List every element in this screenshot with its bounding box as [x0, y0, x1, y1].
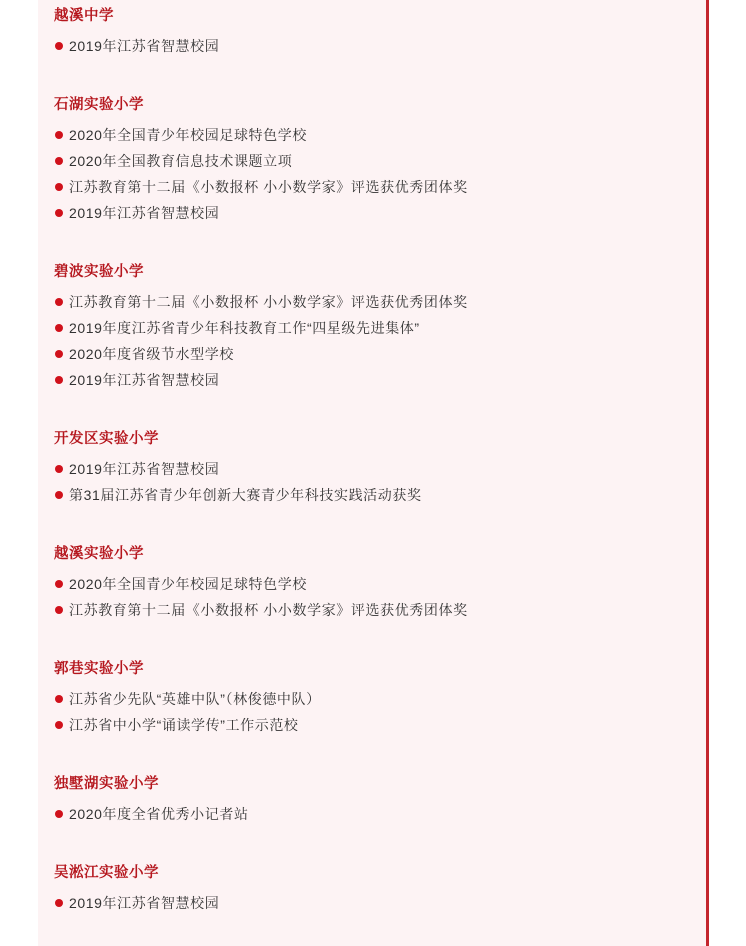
bullet-icon — [55, 324, 63, 332]
award-text: 2020年全国教育信息技术课题立项 — [69, 153, 293, 169]
award-text: 2019年江苏省智慧校园 — [69, 372, 220, 388]
award-text: 2020年度省级节水型学校 — [69, 346, 234, 362]
bullet-icon — [55, 350, 63, 358]
award-text: 2019年江苏省智慧校园 — [69, 38, 220, 54]
bullet-icon — [55, 157, 63, 165]
award-text: 2019年江苏省智慧校园 — [69, 895, 220, 911]
bullet-icon — [55, 899, 63, 907]
award-text: 江苏教育第十二届《小数报杯 小小数学家》评选获优秀团体奖 — [69, 602, 468, 618]
award-text: 2019年江苏省智慧校园 — [69, 461, 220, 477]
award-text: 江苏教育第十二届《小数报杯 小小数学家》评选获优秀团体奖 — [69, 179, 468, 195]
school-name: 越溪实验小学 — [54, 546, 144, 562]
school-section — [54, 5, 694, 54]
award-item — [54, 600, 468, 626]
award-text: 江苏教育第十二届《小数报杯 小小数学家》评选获优秀团体奖 — [69, 294, 468, 310]
school-name: 吴淞江实验小学 — [54, 865, 159, 881]
award-text: 2020年全国青少年校园足球特色学校 — [69, 576, 307, 592]
award-text: 江苏省少先队“英雄中队”（林俊德中队） — [69, 691, 321, 707]
award-list — [54, 36, 219, 62]
school-section — [54, 658, 694, 733]
award-text: 2019年江苏省智慧校园 — [69, 205, 220, 221]
award-text: 江苏省中小学“诵读学传”工作示范校 — [69, 717, 299, 733]
award-item — [54, 459, 422, 485]
award-list — [54, 459, 422, 511]
bullet-icon — [55, 580, 63, 588]
award-list — [54, 893, 219, 919]
school-name: 碧波实验小学 — [54, 264, 144, 280]
bullet-icon — [55, 42, 63, 50]
award-item — [54, 318, 468, 344]
award-item — [54, 177, 468, 203]
award-item — [54, 36, 219, 62]
school-name: 石湖实验小学 — [54, 97, 144, 113]
bullet-icon — [55, 131, 63, 139]
school-section — [54, 773, 694, 822]
bullet-icon — [55, 183, 63, 191]
bullet-icon — [55, 606, 63, 614]
award-item — [54, 689, 321, 715]
award-item — [54, 893, 219, 919]
award-list — [54, 689, 321, 741]
right-border-rule — [706, 0, 709, 946]
award-item — [54, 804, 249, 830]
award-list — [54, 804, 249, 830]
award-list — [54, 574, 468, 626]
school-section — [54, 543, 694, 618]
award-item — [54, 344, 468, 370]
award-list — [54, 125, 468, 229]
school-name: 独墅湖实验小学 — [54, 776, 159, 792]
bullet-icon — [55, 298, 63, 306]
award-text: 2019年度江苏省青少年科技教育工作“四星级先进集体” — [69, 320, 420, 336]
award-item — [54, 574, 468, 600]
school-section — [54, 862, 694, 911]
award-item — [54, 715, 321, 741]
award-text: 2020年度全省优秀小记者站 — [69, 806, 249, 822]
award-item — [54, 203, 468, 229]
award-item — [54, 125, 468, 151]
bullet-icon — [55, 465, 63, 473]
bullet-icon — [55, 376, 63, 384]
bullet-icon — [55, 721, 63, 729]
bullet-icon — [55, 810, 63, 818]
award-item — [54, 370, 468, 396]
bullet-icon — [55, 491, 63, 499]
school-name: 越溪中学 — [54, 8, 114, 24]
school-section — [54, 94, 694, 221]
award-item — [54, 485, 422, 511]
bullet-icon — [55, 209, 63, 217]
school-section — [54, 261, 694, 388]
award-text: 2020年全国青少年校园足球特色学校 — [69, 127, 307, 143]
award-text: 第31届江苏省青少年创新大赛青少年科技实践活动获奖 — [69, 487, 422, 503]
award-item — [54, 292, 468, 318]
school-name: 开发区实验小学 — [54, 431, 159, 447]
bullet-icon — [55, 695, 63, 703]
award-list — [54, 292, 468, 396]
school-name: 郭巷实验小学 — [54, 661, 144, 677]
school-section — [54, 428, 694, 503]
award-item — [54, 151, 468, 177]
